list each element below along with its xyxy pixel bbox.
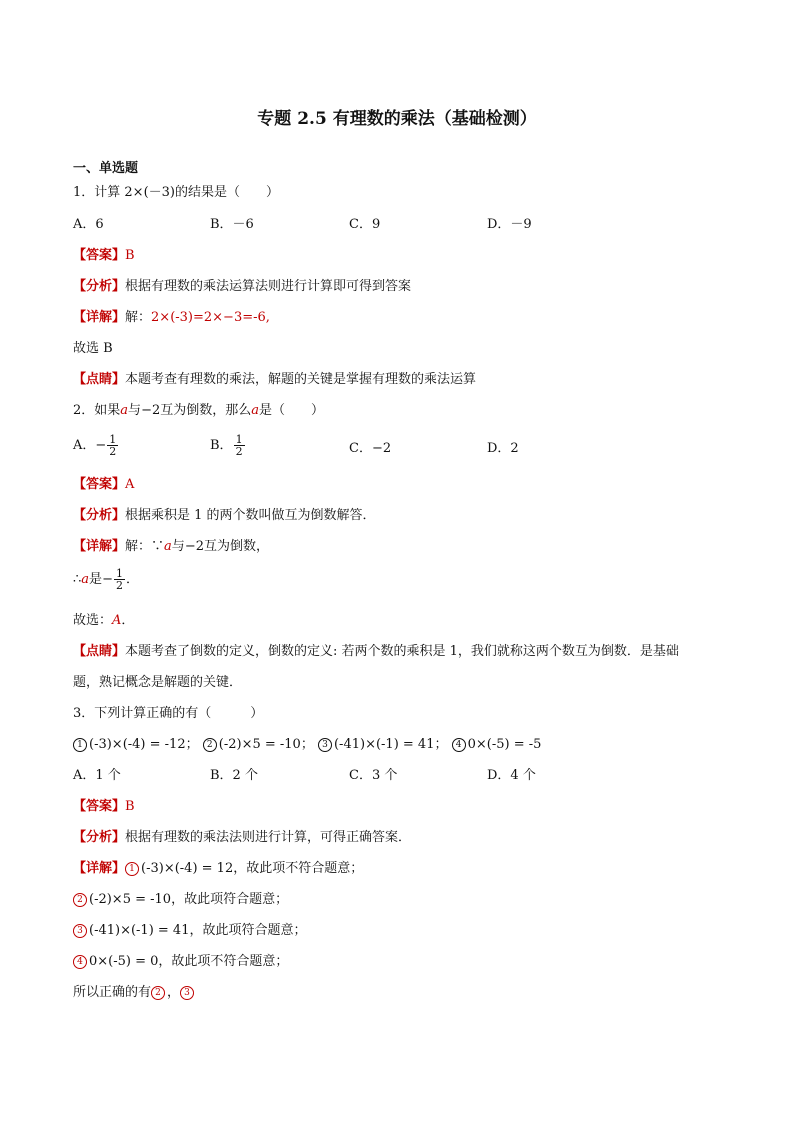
detail-label: 【详解】 xyxy=(73,861,126,876)
q3-conclusion-text: 所以正确的有 xyxy=(73,985,152,1000)
circled-number: 3 xyxy=(73,924,87,938)
fraction-numerator: 1 xyxy=(115,567,123,580)
q2-stem-part: 互为倒数，那么 xyxy=(160,403,252,418)
q3-item-expr: 0×(-5) = -5 xyxy=(467,737,542,752)
fraction-numerator: 1 xyxy=(235,433,243,446)
answer-label: 【答案】 xyxy=(73,799,126,814)
q2-comment-text: 本题考查了倒数的定义，倒数的定义: 若两个数的乘积是 1，我们就称这两个数互为倒数．是基础 xyxy=(125,644,679,659)
answer-label: 【答案】 xyxy=(73,248,126,263)
q1-comment-text: 本题考查有理数的乘法，解题的关键是掌握有理数的乘法运算 xyxy=(125,372,477,387)
circled-number: 4 xyxy=(452,738,466,752)
q1-detail-prefix: 解： xyxy=(125,310,152,325)
comment-label: 【点睛】 xyxy=(73,372,126,387)
q3-conclusion-sep: ， xyxy=(167,985,181,1000)
q2-var-a: a xyxy=(120,403,129,418)
q3-item xyxy=(452,737,542,752)
fraction xyxy=(114,568,125,591)
q2-option-c: C．−2 xyxy=(349,441,392,456)
q2-choose-part: 故选： xyxy=(73,613,113,628)
q2-var-a: a xyxy=(81,572,90,587)
q2-detail-part: 互为倒数， xyxy=(203,539,269,554)
circled-number: 2 xyxy=(151,986,165,1000)
q2-comment-line2: 题，熟记概念是解题的关键． xyxy=(73,675,243,690)
circled-number: 3 xyxy=(180,986,194,1000)
q1-stem: 1．计算 2×(－3)的结果是（ ） xyxy=(73,185,279,200)
q2-detail-part: 解：∵ xyxy=(125,539,165,554)
q2-detail xyxy=(73,538,269,556)
q2-result xyxy=(73,568,139,591)
fraction-denominator: 2 xyxy=(235,445,243,458)
detail-label: 【详解】 xyxy=(73,539,126,554)
fraction xyxy=(107,434,118,457)
q2-answer-value: A xyxy=(125,477,135,492)
q2-result-part: 是 xyxy=(89,572,103,587)
q1-option-b: B．－6 xyxy=(210,217,254,232)
q3-detail-text: ，故此项符合题意； xyxy=(189,923,307,938)
q3-analysis-text: 根据有理数的乘法法则进行计算，可得正确答案． xyxy=(125,830,412,845)
circled-number: 2 xyxy=(203,738,217,752)
q2-choose xyxy=(73,612,134,630)
q3-option-d: D．4 个 xyxy=(487,768,536,783)
q3-detail-expr: (-41)×(-1) = 41 xyxy=(89,923,190,938)
q1-detail-calc: 2×(-3)=2×−3=-6, xyxy=(151,310,270,325)
q3-item-sep: ； xyxy=(185,737,199,752)
page-title: 专题 2.5 有理数的乘法（基础检测） xyxy=(257,109,537,129)
q3-analysis xyxy=(73,829,411,847)
analysis-label: 【分析】 xyxy=(73,279,126,294)
q2-result-part: ． xyxy=(125,572,139,587)
option-letter: B． xyxy=(210,438,233,453)
q3-conclusion xyxy=(73,984,196,1002)
q3-detail-4 xyxy=(73,953,288,971)
q2-detail-part: −2 xyxy=(184,539,204,554)
q3-detail-text: ，故此项不符合题意； xyxy=(158,954,289,969)
q1-choose: 故选 B xyxy=(73,341,113,356)
q1-option-d: D．－9 xyxy=(487,217,532,232)
circled-number: 4 xyxy=(73,955,87,969)
q3-detail-expr: (-3)×(-4) = 12 xyxy=(141,861,234,876)
q1-option-c: C．9 xyxy=(349,217,381,232)
q3-item-sep: ； xyxy=(300,737,314,752)
q1-answer-value: B xyxy=(125,248,135,263)
q2-result-part: ∴ xyxy=(73,572,82,587)
q2-choose-answer: A xyxy=(112,613,122,628)
fraction-numerator: 1 xyxy=(109,433,117,446)
detail-label: 【详解】 xyxy=(73,310,126,325)
q3-answer xyxy=(73,798,135,816)
q2-option-d: D．2 xyxy=(487,441,519,456)
q3-detail-expr: (-2)×5 = -10 xyxy=(89,892,172,907)
q2-stem-part: 是（ ） xyxy=(259,403,325,418)
q2-result-sign: − xyxy=(102,572,113,587)
section-heading: 一、单选题 xyxy=(73,161,139,176)
fraction-denominator: 2 xyxy=(109,445,117,458)
q3-items xyxy=(73,736,541,754)
option-letter: A． xyxy=(73,438,96,453)
q2-choose-part: ． xyxy=(121,613,135,628)
analysis-label: 【分析】 xyxy=(73,830,126,845)
q3-item xyxy=(73,737,199,752)
q2-stem xyxy=(73,402,324,420)
q3-item-expr: (-2)×5 = -10 xyxy=(218,737,301,752)
option-sign: − xyxy=(95,438,107,453)
q3-option-b: B．2 个 xyxy=(210,768,258,783)
q2-detail-part: 与 xyxy=(171,539,185,554)
q2-stem-part: −2 xyxy=(141,403,161,418)
q2-option-a xyxy=(73,434,119,457)
q3-detail-2 xyxy=(73,891,288,909)
fraction xyxy=(234,434,245,457)
q2-answer xyxy=(73,476,134,494)
q3-answer-value: B xyxy=(125,799,135,814)
comment-label: 【点睛】 xyxy=(73,644,126,659)
circled-number: 3 xyxy=(318,738,332,752)
q1-analysis-text: 根据有理数的乘法运算法则进行计算即可得到答案 xyxy=(125,279,412,294)
q1-detail xyxy=(73,309,270,327)
q3-detail-text: ，故此项符合题意； xyxy=(171,892,289,907)
q2-var-a: a xyxy=(164,539,172,554)
q2-stem-part: 2．如果 xyxy=(73,403,121,418)
q2-stem-part: 与 xyxy=(128,403,142,418)
analysis-label: 【分析】 xyxy=(73,508,126,523)
q3-option-c: C．3 个 xyxy=(349,768,398,783)
q1-comment xyxy=(73,371,476,389)
q2-option-b xyxy=(210,434,246,457)
q2-analysis xyxy=(73,507,376,525)
q3-option-a: A．1 个 xyxy=(73,768,121,783)
q3-item-sep: ； xyxy=(434,737,448,752)
q3-item-expr: (-41)×(-1) = 41 xyxy=(333,737,435,752)
q3-item xyxy=(318,737,448,752)
q1-option-a: A．6 xyxy=(73,217,104,232)
circled-number: 1 xyxy=(73,738,87,752)
q3-detail-expr: 0×(-5) = 0 xyxy=(89,954,159,969)
q3-stem: 3．下列计算正确的有（ ） xyxy=(73,706,264,721)
q3-item-expr: (-3)×(-4) = -12 xyxy=(89,737,186,752)
circled-number: 2 xyxy=(73,893,87,907)
q1-answer xyxy=(73,247,135,265)
q1-analysis xyxy=(73,278,411,296)
q3-detail-3 xyxy=(73,922,307,940)
q2-var-a: a xyxy=(251,403,260,418)
q2-comment xyxy=(73,643,679,661)
fraction-denominator: 2 xyxy=(115,579,123,592)
circled-number: 1 xyxy=(125,862,139,876)
q2-analysis-text: 根据乘积是 1 的两个数叫做互为倒数解答． xyxy=(125,508,376,523)
q3-item xyxy=(203,737,314,752)
q3-detail-text: ，故此项不符合题意； xyxy=(233,861,364,876)
answer-label: 【答案】 xyxy=(73,477,126,492)
q3-detail-1 xyxy=(73,860,363,878)
